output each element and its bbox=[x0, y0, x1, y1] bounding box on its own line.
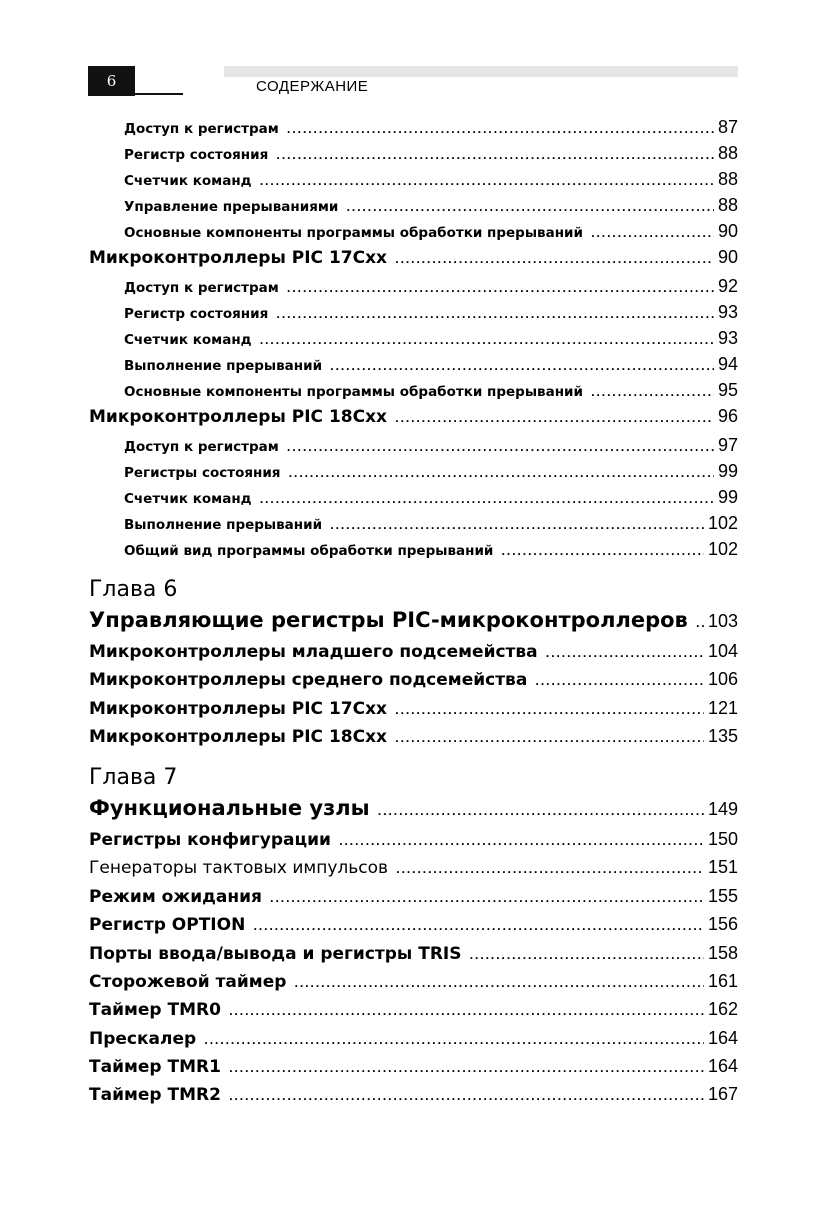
toc-section-title: Регистры конфигурации bbox=[89, 830, 331, 850]
dot-leader bbox=[260, 495, 714, 506]
toc-section[interactable] bbox=[89, 1056, 738, 1077]
toc-entry[interactable] bbox=[124, 117, 738, 138]
toc-entry-page: 92 bbox=[717, 276, 738, 296]
toc-section-title: Микроконтроллеры PIC 17Cxx bbox=[89, 248, 388, 268]
toc-section-page: 106 bbox=[707, 669, 738, 689]
toc-entry[interactable] bbox=[124, 221, 738, 242]
toc-entry-title: Основные компоненты программы обработки прерываний bbox=[124, 225, 583, 241]
chapter-7-title[interactable] bbox=[89, 796, 738, 820]
chapter-6-label: Глава 6 bbox=[89, 577, 178, 602]
dot-leader bbox=[396, 865, 704, 876]
toc-section[interactable] bbox=[89, 641, 738, 662]
toc-section[interactable] bbox=[89, 829, 738, 850]
toc-section-title: Режим ожидания bbox=[89, 887, 262, 907]
toc-section-page: 162 bbox=[707, 999, 738, 1019]
dot-leader bbox=[395, 414, 714, 425]
toc-section-title: Микроконтроллеры среднего подсемейства bbox=[89, 670, 528, 690]
dot-leader bbox=[260, 177, 714, 188]
toc-entry-page: 99 bbox=[717, 461, 738, 481]
dot-leader bbox=[229, 1007, 704, 1018]
toc-entry-title: Регистр состояния bbox=[124, 306, 269, 322]
chapter-title-page: 149 bbox=[707, 799, 738, 819]
toc-section-title: Порты ввода/вывода и регистры TRIS bbox=[89, 944, 462, 964]
toc-entry[interactable] bbox=[124, 276, 738, 297]
dot-leader bbox=[260, 336, 714, 347]
toc-section-page: 135 bbox=[707, 726, 738, 746]
chapter-title-page: 103 bbox=[707, 611, 738, 631]
toc-section[interactable] bbox=[89, 943, 738, 964]
toc-section-page: 161 bbox=[707, 971, 738, 991]
dot-leader bbox=[330, 362, 714, 373]
toc-section[interactable] bbox=[89, 406, 738, 427]
toc-section-page: 150 bbox=[707, 829, 738, 849]
toc-section-page: 96 bbox=[717, 406, 738, 426]
toc-entry[interactable] bbox=[124, 435, 738, 456]
toc-entry-page: 88 bbox=[717, 143, 738, 163]
toc-section-title: Регистр OPTION bbox=[89, 915, 246, 935]
dot-leader bbox=[270, 894, 704, 905]
toc-section[interactable] bbox=[89, 1084, 738, 1105]
header-grey-band bbox=[224, 66, 738, 77]
toc-entry[interactable] bbox=[124, 354, 738, 375]
page-header bbox=[88, 66, 738, 97]
toc-entry[interactable] bbox=[124, 539, 738, 560]
dot-leader bbox=[253, 922, 704, 933]
toc-section[interactable] bbox=[89, 247, 738, 268]
chapter-title-text: Управляющие регистры PIC-микроконтроллеров bbox=[89, 608, 688, 632]
dot-leader bbox=[395, 255, 714, 266]
toc-section-page: 156 bbox=[707, 914, 738, 934]
toc-entry-title: Управление прерываниями bbox=[124, 199, 339, 215]
toc-section-title: Таймер TMR1 bbox=[89, 1057, 221, 1077]
toc-section-page: 151 bbox=[707, 857, 738, 877]
toc-entry-page: 90 bbox=[717, 221, 738, 241]
toc-section-title: Генераторы тактовых импульсов bbox=[89, 858, 389, 878]
toc-section-title: Таймер TMR2 bbox=[89, 1085, 221, 1105]
toc-entry-page: 102 bbox=[707, 539, 738, 559]
header-rule bbox=[135, 93, 183, 95]
toc-section[interactable] bbox=[89, 857, 738, 878]
toc-section[interactable] bbox=[89, 698, 738, 719]
dot-leader bbox=[330, 521, 704, 532]
toc-section-title: Сторожевой таймер bbox=[89, 972, 287, 992]
toc-entry-page: 102 bbox=[707, 513, 738, 533]
toc-entry-title: Доступ к регистрам bbox=[124, 280, 279, 296]
toc-entry-title: Счетчик команд bbox=[124, 173, 252, 189]
chapter-6-title[interactable] bbox=[89, 608, 738, 632]
toc-section[interactable] bbox=[89, 726, 738, 747]
toc-section-title: Микроконтроллеры PIC 18Cxx bbox=[89, 727, 388, 747]
toc-entry-page: 97 bbox=[717, 435, 738, 455]
toc-section-title: Микроконтроллеры PIC 17Cxx bbox=[89, 699, 388, 719]
toc-section[interactable] bbox=[89, 999, 738, 1020]
toc-entry-title: Счетчик команд bbox=[124, 491, 252, 507]
toc-section-page: 164 bbox=[707, 1028, 738, 1048]
dot-leader bbox=[276, 310, 714, 321]
dot-leader bbox=[339, 837, 704, 848]
toc-entry[interactable] bbox=[124, 513, 738, 534]
dot-leader bbox=[229, 1064, 704, 1075]
running-title: СОДЕРЖАНИЕ bbox=[256, 78, 369, 95]
toc-entry-page: 93 bbox=[717, 302, 738, 322]
dot-leader bbox=[469, 951, 703, 962]
toc-entry-title: Выполнение прерываний bbox=[124, 517, 323, 533]
toc-section-page: 155 bbox=[707, 886, 738, 906]
dot-leader bbox=[294, 979, 704, 990]
toc-section[interactable] bbox=[89, 669, 738, 690]
toc-entry[interactable] bbox=[124, 195, 738, 216]
dot-leader bbox=[287, 125, 714, 136]
dot-leader bbox=[287, 284, 714, 295]
toc-entry-page: 93 bbox=[717, 328, 738, 348]
toc-section[interactable] bbox=[89, 886, 738, 907]
dot-leader bbox=[395, 706, 704, 717]
toc-entry-page: 99 bbox=[717, 487, 738, 507]
toc-entry[interactable] bbox=[124, 143, 738, 164]
dot-leader bbox=[696, 619, 704, 630]
page-number-box bbox=[88, 66, 135, 96]
toc-section-title: Микроконтроллеры младшего подсемейства bbox=[89, 642, 538, 662]
toc-entry-title: Доступ к регистрам bbox=[124, 439, 279, 455]
toc-section-title: Таймер TMR0 bbox=[89, 1000, 221, 1020]
toc-entry[interactable] bbox=[124, 328, 738, 349]
dot-leader bbox=[501, 547, 704, 558]
toc-section-page: 167 bbox=[707, 1084, 738, 1104]
toc-section-title: Прескалер bbox=[89, 1029, 197, 1049]
toc-entry[interactable] bbox=[124, 487, 738, 508]
toc-entry-title: Счетчик команд bbox=[124, 332, 252, 348]
toc-entry-title: Основные компоненты программы обработки прерываний bbox=[124, 384, 583, 400]
dot-leader bbox=[591, 229, 714, 240]
toc-section[interactable] bbox=[89, 914, 738, 935]
dot-leader bbox=[204, 1036, 704, 1047]
toc-entry[interactable] bbox=[124, 169, 738, 190]
toc-entry-title: Регистры состояния bbox=[124, 465, 281, 481]
dot-leader bbox=[276, 151, 714, 162]
toc-section-title: Микроконтроллеры PIC 18Cxx bbox=[89, 407, 388, 427]
toc-section-page: 90 bbox=[717, 247, 738, 267]
dot-leader bbox=[591, 388, 714, 399]
dot-leader bbox=[378, 807, 704, 818]
toc-entry-title: Доступ к регистрам bbox=[124, 121, 279, 137]
toc-entry[interactable] bbox=[124, 380, 738, 401]
toc-section-page: 104 bbox=[707, 641, 738, 661]
toc-section-page: 158 bbox=[707, 943, 738, 963]
toc-entry-page: 87 bbox=[717, 117, 738, 137]
toc-entry[interactable] bbox=[124, 461, 738, 482]
toc-section[interactable] bbox=[89, 1028, 738, 1049]
dot-leader bbox=[395, 734, 704, 745]
dot-leader bbox=[535, 677, 704, 688]
dot-leader bbox=[287, 443, 714, 454]
toc-section-page: 121 bbox=[707, 698, 738, 718]
toc-entry-page: 94 bbox=[717, 354, 738, 374]
dot-leader bbox=[229, 1092, 704, 1103]
toc-entry-title: Выполнение прерываний bbox=[124, 358, 323, 374]
toc-entry[interactable] bbox=[124, 302, 738, 323]
chapter-title-text: Функциональные узлы bbox=[89, 796, 370, 820]
chapter-7-label: Глава 7 bbox=[89, 765, 178, 790]
toc-entry-title: Регистр состояния bbox=[124, 147, 269, 163]
toc-entry-page: 88 bbox=[717, 169, 738, 189]
dot-leader bbox=[546, 649, 704, 660]
toc-entry-title: Общий вид программы обработки прерываний bbox=[124, 543, 494, 559]
toc-section[interactable] bbox=[89, 971, 738, 992]
toc-section-page: 164 bbox=[707, 1056, 738, 1076]
dot-leader bbox=[288, 469, 714, 480]
toc-entry-page: 88 bbox=[717, 195, 738, 215]
dot-leader bbox=[346, 203, 714, 214]
toc-entry-page: 95 bbox=[717, 380, 738, 400]
page-number: 6 bbox=[106, 72, 117, 90]
